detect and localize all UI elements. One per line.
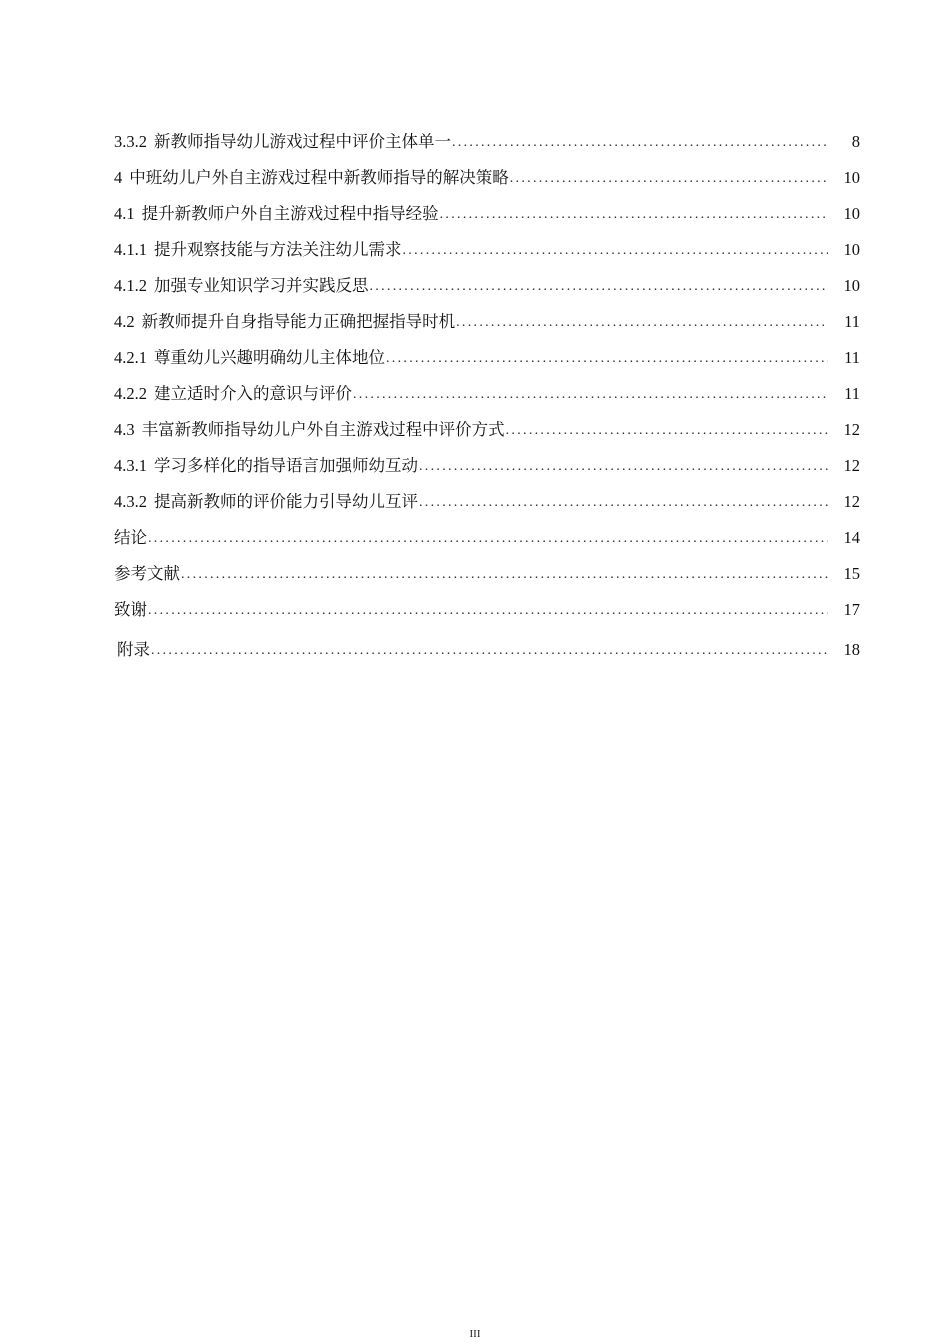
toc-entry[interactable]	[114, 478, 860, 514]
toc-leader-dots	[510, 168, 828, 190]
toc-entry[interactable]	[114, 406, 860, 442]
toc-entry-page: 17	[843, 600, 860, 619]
toc-entry-text: 新教师指导幼儿游戏过程中评价主体单一	[154, 132, 451, 151]
toc-entry[interactable]	[114, 118, 860, 154]
toc-entry-title	[114, 238, 402, 262]
toc-entry-number: 4.2	[114, 312, 135, 331]
toc-entry-appendix[interactable]	[114, 622, 860, 662]
toc-entry-title: 结论	[114, 528, 147, 547]
toc-entry-text: 学习多样化的指导语言加强师幼互动	[154, 456, 418, 475]
toc-entry-number: 3.3.2	[114, 132, 147, 151]
toc-entry-page: 8	[851, 132, 860, 151]
toc-entry-title	[114, 418, 505, 442]
toc-entry-page: 15	[843, 564, 860, 583]
toc-entry-text: 提升观察技能与方法关注幼儿需求	[154, 240, 402, 259]
toc-leader-dots	[181, 564, 828, 586]
toc-entry-page: 12	[843, 456, 860, 475]
toc-entry-conclusion[interactable]	[114, 514, 860, 550]
toc-entry-page: 10	[843, 276, 860, 295]
toc-entry-title	[114, 130, 451, 154]
toc-entry-number: 4.1	[114, 204, 135, 223]
table-of-contents	[114, 118, 860, 662]
toc-entry-title: 附录	[117, 640, 150, 659]
toc-entry-title	[114, 310, 455, 334]
toc-leader-dots	[419, 492, 828, 514]
toc-leader-dots	[386, 348, 828, 370]
toc-leader-dots	[506, 420, 828, 442]
toc-entry[interactable]	[114, 370, 860, 406]
toc-entry-page: 10	[843, 204, 860, 223]
toc-entry-number: 4	[114, 168, 123, 187]
toc-leader-dots	[148, 528, 828, 550]
toc-leader-dots	[148, 600, 828, 622]
toc-entry-text: 建立适时介入的意识与评价	[154, 384, 352, 403]
page-number: III	[469, 1328, 481, 1340]
toc-entry-page: 10	[843, 240, 860, 259]
toc-leader-dots	[403, 240, 829, 262]
toc-entry[interactable]	[114, 334, 860, 370]
toc-entry-title	[114, 382, 352, 406]
toc-entry-text: 中班幼儿户外自主游戏过程中新教师指导的解决策略	[129, 168, 509, 187]
toc-entry-title	[114, 274, 369, 298]
toc-leader-dots	[456, 312, 828, 334]
toc-entry-title	[114, 166, 509, 190]
toc-entry-number: 4.2.2	[114, 384, 147, 403]
toc-leader-dots	[452, 132, 828, 154]
toc-entry-text: 新教师提升自身指导能力正确把握指导时机	[141, 312, 456, 331]
toc-entry-title	[114, 490, 418, 514]
toc-entry-page: 12	[843, 492, 860, 511]
toc-entry[interactable]	[114, 262, 860, 298]
toc-entry-page: 11	[844, 348, 860, 367]
toc-entry-title	[114, 202, 439, 226]
toc-entry[interactable]	[114, 298, 860, 334]
toc-entry-title	[114, 346, 385, 370]
toc-entry-page: 12	[843, 420, 860, 439]
toc-entry-text: 加强专业知识学习并实践反思	[154, 276, 369, 295]
toc-entry-number: 4.3.1	[114, 456, 147, 475]
toc-entry-number: 4.3.2	[114, 492, 147, 511]
toc-entry[interactable]	[114, 226, 860, 262]
toc-entry-number: 4.2.1	[114, 348, 147, 367]
toc-entry-page: 11	[844, 384, 860, 403]
toc-entry-title	[114, 454, 418, 478]
toc-entry-page: 18	[843, 640, 860, 659]
toc-leader-dots	[353, 384, 828, 406]
toc-entry-text: 丰富新教师指导幼儿户外自主游戏过程中评价方式	[141, 420, 505, 439]
toc-entry[interactable]	[114, 442, 860, 478]
toc-entry-text: 提升新教师户外自主游戏过程中指导经验	[141, 204, 439, 223]
toc-entry-text: 提高新教师的评价能力引导幼儿互评	[154, 492, 418, 511]
toc-entry[interactable]	[114, 190, 860, 226]
toc-leader-dots	[151, 640, 828, 662]
toc-entry-number: 4.1.2	[114, 276, 147, 295]
toc-leader-dots	[419, 456, 828, 478]
toc-leader-dots	[370, 276, 829, 298]
toc-entry-number: 4.3	[114, 420, 135, 439]
toc-entry-text: 尊重幼儿兴趣明确幼儿主体地位	[154, 348, 385, 367]
toc-entry-page: 11	[844, 312, 860, 331]
toc-entry-references[interactable]	[114, 550, 860, 586]
toc-entry-number: 4.1.1	[114, 240, 147, 259]
toc-entry-title: 致谢	[114, 600, 147, 619]
toc-entry-acknowledgements[interactable]	[114, 586, 860, 622]
toc-entry[interactable]	[114, 154, 860, 190]
toc-leader-dots	[440, 204, 828, 226]
toc-entry-page: 10	[843, 168, 860, 187]
toc-entry-title: 参考文献	[114, 564, 180, 583]
toc-entry-page: 14	[843, 528, 860, 547]
